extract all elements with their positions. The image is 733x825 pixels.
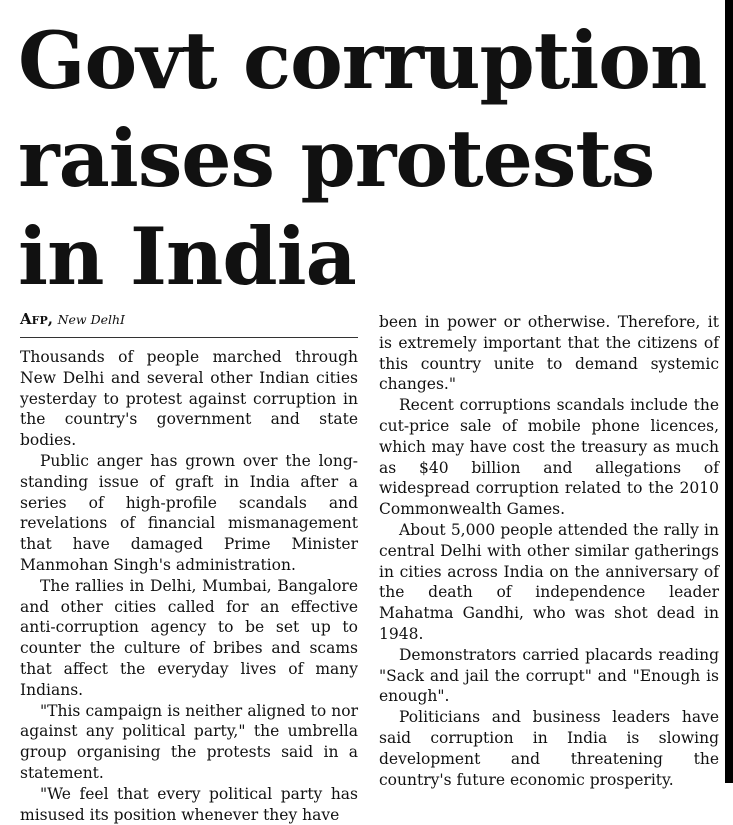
headline-line-1: Govt corruption — [18, 14, 707, 107]
headline-line-2: raises protests — [18, 112, 655, 205]
headline — [18, 12, 718, 306]
byline-dateline: New DelhI — [57, 312, 125, 327]
headline-line-3: in India — [18, 210, 356, 303]
paragraph: The rallies in Delhi, Mumbai, Bangalore and other cities called for an effective anti-corruption agency to be set up to counter the culture of bribes and scams that affect the everyday lives of many Indians. — [20, 576, 358, 699]
byline — [20, 310, 358, 338]
paragraph: Politicians and business leaders have said corruption in India is slowing development and threatening the country's future economic prosperity. — [379, 708, 719, 789]
paragraph: About 5,000 people attended the rally in central Delhi with other similar gatherings in cities across India on the anniversary of the death of independence leader Mahatma Gandhi, who was shot dead in 1948. — [379, 520, 719, 643]
paragraph: "This campaign is neither aligned to nor against any political party," the umbrella group organising the protests said in a statement. — [20, 701, 358, 782]
paragraph: been in power or otherwise. Therefore, it is extremely important that the citizens of this country unite to demand systemic changes." — [379, 313, 719, 394]
page-edge-rule — [725, 0, 733, 783]
paragraph: Demonstrators carried placards reading "Sack and jail the corrupt" and "Enough is enough". — [379, 645, 719, 706]
paragraph: Recent corruptions scandals include the cut-price sale of mobile phone licences, which may have cost the treasury as much as $40 billion and allegations of widespread corruption related to the 2010 Commonwealth Games. — [379, 396, 719, 519]
paragraph: "We feel that every political party has misused its position whenever they have — [20, 784, 358, 824]
article-column-left — [20, 310, 358, 825]
paragraph: Thousands of people marched through New Delhi and several other Indian cities yesterday to protest against corruption in the country's government and state bodies. — [20, 348, 358, 450]
paragraph: Public anger has grown over the long-standing issue of graft in India after a series of high-profile scandals and revelations of financial mismanagement that have damaged Prime Minister Manmohan Singh's administration. — [20, 451, 358, 574]
article-column-right — [379, 312, 719, 790]
byline-agency: Afp, — [20, 310, 53, 328]
